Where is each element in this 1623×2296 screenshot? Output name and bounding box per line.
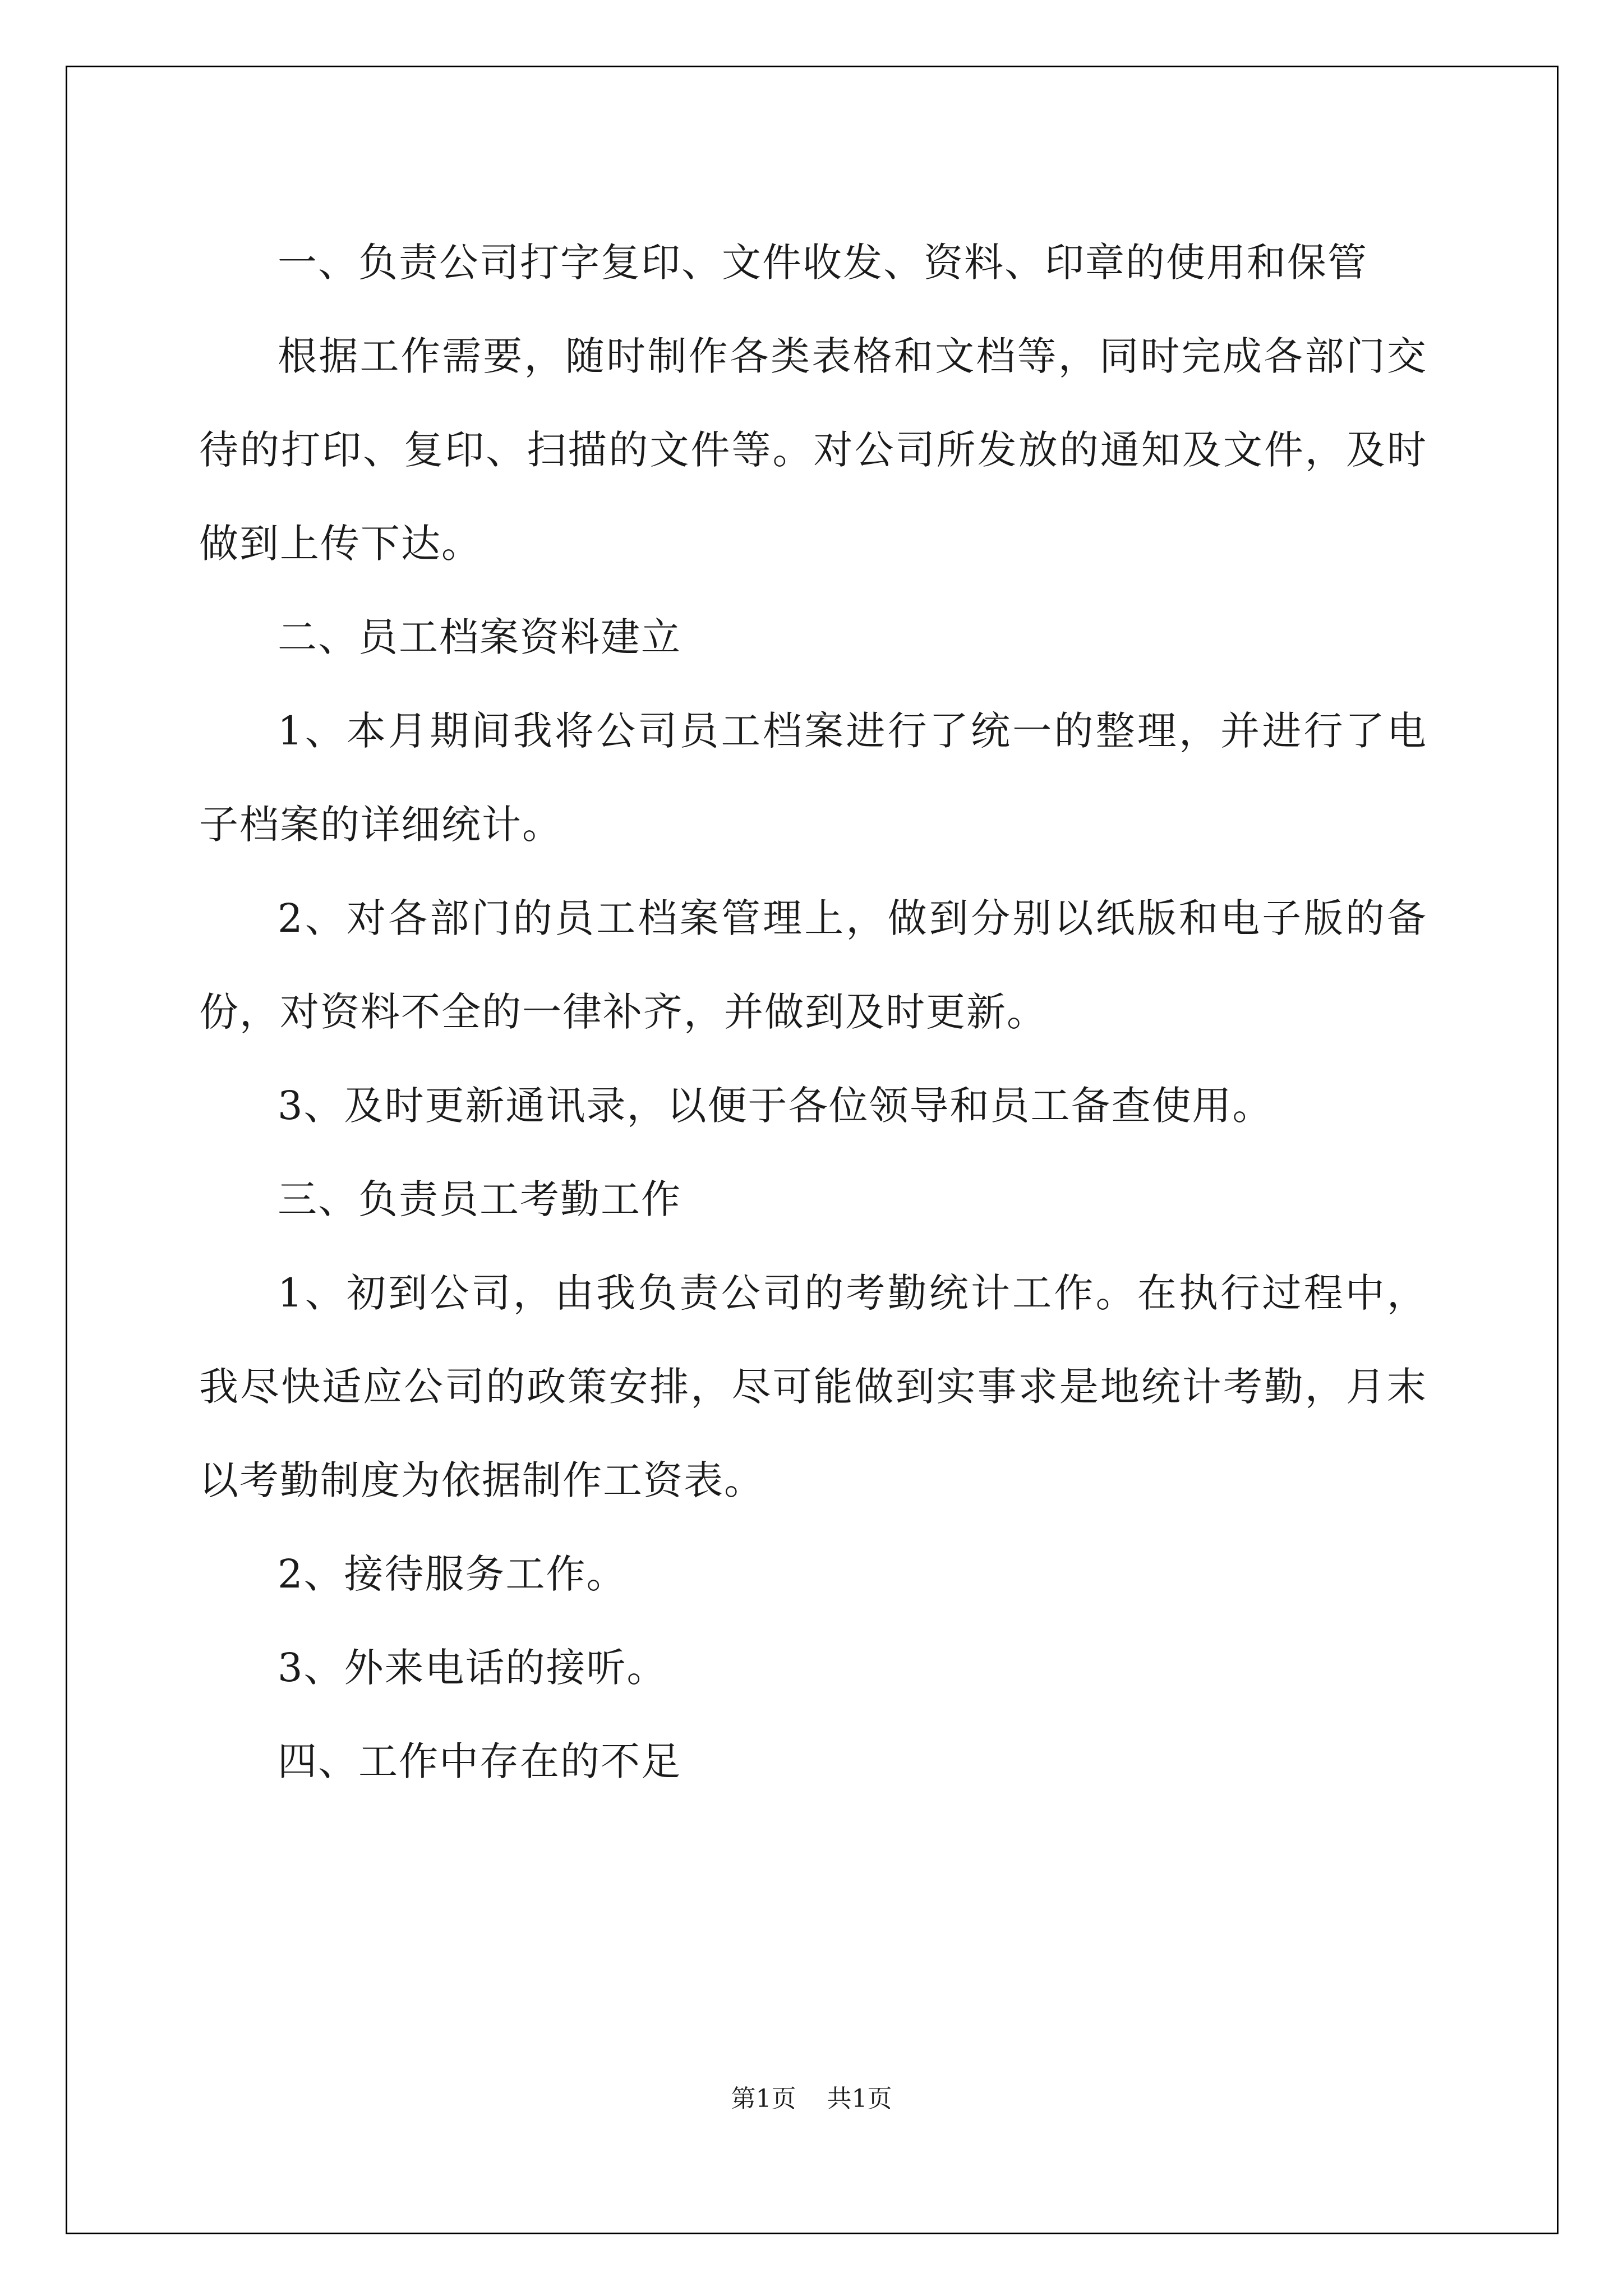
section-heading-2: 二、员工档案资料建立: [278, 614, 681, 660]
paragraph-2-3: 3、及时更新通讯录，以便于各位领导和员工备查使用。: [278, 1083, 1273, 1129]
page-number-total: 共1页: [827, 2085, 892, 2113]
paragraph-1: 根据工作需要，随时制作各类表格和文档等，同时完成各部门交待的打印、复印、扫描的文件等。对公司所发放的通知及文件，及时做到上传下达。: [199, 333, 1427, 567]
paragraph-3-3: 3、外来电话的接听。: [278, 1645, 667, 1691]
section-heading-4: 四、工作中存在的不足: [278, 1738, 681, 1784]
paragraph-3-1: 1、初到公司，由我负责公司的考勤统计工作。在执行过程中，我尽快适应公司的政策安排，尽可能做到实事求是地统计考勤，月末以考勤制度为依据制作工资表。: [199, 1270, 1427, 1503]
page-number-current: 第1页: [731, 2085, 796, 2113]
paragraph-3-2: 2、接待服务工作。: [278, 1551, 627, 1597]
paragraph-2-2: 2、对各部门的员工档案管理上，做到分别以纸版和电子版的备份，对资料不全的一律补齐，并做到及时更新。: [199, 895, 1427, 1035]
paragraph-2-1: 1、本月期间我将公司员工档案进行了统一的整理，并进行了电子档案的详细统计。: [199, 708, 1427, 848]
document-body: [199, 216, 1427, 1809]
section-heading-3: 三、负责员工考勤工作: [278, 1176, 681, 1222]
page-footer: [0, 2078, 1623, 2114]
section-heading-1: 一、负责公司打字复印、文件收发、资料、印章的使用和保管: [278, 240, 1368, 286]
